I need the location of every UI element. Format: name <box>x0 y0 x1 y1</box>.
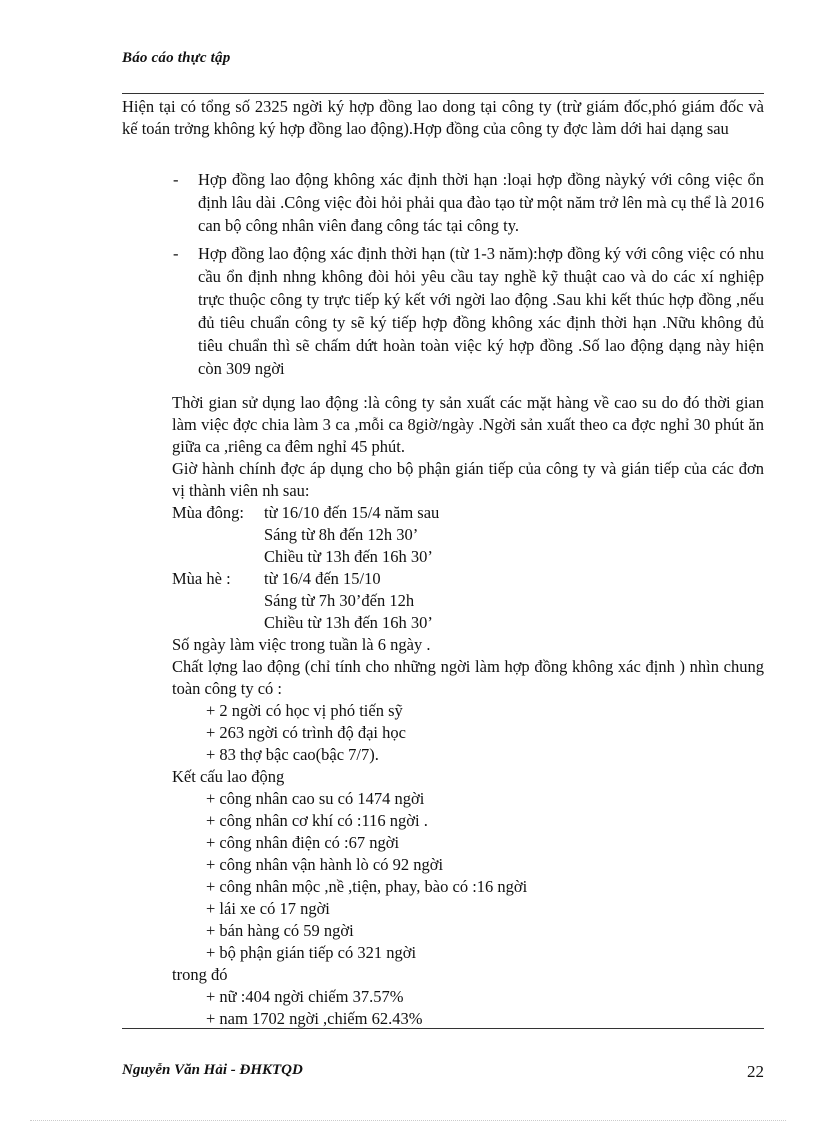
footer-author: Nguyễn Văn Hải - ĐHKTQD <box>122 1062 303 1078</box>
intro-paragraph: Hiện tại có tổng số 2325 ngời ký hợp đồng lao dong tại công ty (trừ giám đốc,phó giám đốc và kế toán trởng không ký hợp đồng lao động).Hợp đồng của công ty đợc làm dới hai dạng sau <box>122 97 764 138</box>
winter-afternoon: Chiều từ 13h đến 16h 30’ <box>264 547 433 566</box>
work-time-paragraph: Thời gian sử dụng lao động :là công ty sản xuất các mặt hàng về cao su do đó thời gian làm việc đợc chia làm 3 ca ,mỗi ca 8giờ/ngày .Ngời sản xuất theo ca đợc nghỉ 30 phút ăn giữa ca ,riêng ca đêm nghỉ 45 phút. <box>172 393 764 456</box>
structure-title: Kết cấu lao động <box>172 767 285 786</box>
summer-schedule <box>172 568 764 590</box>
summer-afternoon: Chiều từ 13h đến 16h 30’ <box>264 613 433 632</box>
list-item: + nữ :404 ngời chiếm 37.57% <box>206 987 404 1006</box>
list-item: + lái xe có 17 ngời <box>206 899 330 918</box>
list-item: + nam 1702 ngời ,chiếm 62.43% <box>206 1009 423 1028</box>
quality-intro: Chất lợng lao động (chỉ tính cho những ngời làm hợp đồng không xác định ) nhìn chung toàn công ty có : <box>172 657 764 698</box>
admin-hours-paragraph: Giờ hành chính đợc áp dụng cho bộ phận gián tiếp của công ty và gián tiếp của các đơn vị thành viên nh sau: <box>172 459 764 500</box>
header-title: Báo cáo thực tập <box>122 50 231 66</box>
winter-range: từ 16/10 đến 15/4 năm sau <box>264 503 440 522</box>
list-item: + 263 ngời có trình độ đại học <box>206 723 406 742</box>
bullet-dash: - <box>173 170 179 189</box>
among-title: trong đó <box>172 965 228 984</box>
work-days-line: Số ngày làm việc trong tuần là 6 ngày . <box>172 635 431 654</box>
list-item-text: Hợp đồng lao động không xác định thời hạn :loại hợp đồng nàyký với công việc ổn định lâu dài .Công việc đòi hỏi phải qua đào tạo từ một năm trở lên mà cụ thể là 2016 can bộ công nhân viên đang công tác tại công ty. <box>198 170 764 235</box>
list-item: + bộ phận gián tiếp có 321 ngời <box>206 943 417 962</box>
list-item: + 83 thợ bậc cao(bậc 7/7). <box>206 745 379 764</box>
bullet-dash: - <box>173 244 179 263</box>
contract-type-list <box>122 168 764 385</box>
page-number: 22 <box>747 1062 764 1081</box>
main-content <box>172 392 764 1030</box>
summer-morning: Sáng từ 7h 30’đến 12h <box>264 591 415 610</box>
summer-range: từ 16/4 đến 15/10 <box>264 569 381 588</box>
list-item: + công nhân vận hành lò có 92 ngời <box>206 855 444 874</box>
footer-divider <box>122 1028 764 1029</box>
header-divider <box>122 93 764 94</box>
list-item: + 2 ngời có học vị phó tiến sỹ <box>206 701 403 720</box>
list-item: + công nhân điện có :67 ngời <box>206 833 400 852</box>
winter-label: Mùa đông: <box>172 503 244 522</box>
list-item <box>122 242 764 380</box>
list-item: + công nhân cơ khí có :116 ngời . <box>206 811 428 830</box>
list-item: + công nhân cao su có 1474 ngời <box>206 789 425 808</box>
list-item <box>122 168 764 237</box>
list-item: + công nhân mộc ,nề ,tiện, phay, bào có :16 ngời <box>206 877 528 896</box>
page-break-line <box>30 1120 786 1121</box>
winter-morning: Sáng từ 8h đến 12h 30’ <box>264 525 419 544</box>
summer-label: Mùa hè : <box>172 569 231 588</box>
list-item-text: Hợp đồng lao động xác định thời hạn (từ 1-3 năm):hợp đồng ký với công việc có nhu cầu ổn định nhng không đòi hỏi yêu cầu tay nghề kỹ thuật cao và do các xí nghiệp trực thuộc công ty trực tiếp ký kết với ngời lao động .Sau khi kết thúc hợp đồng ,nếu đủ tiêu chuẩn công ty sẽ ký tiếp hợp đồng không xác định thời hạn .Nữu không đủ tiêu chuẩn thì sẽ chấm dứt hoàn toàn việc ký hợp đồng .Số lao động dạng này hiện còn 309 ngời <box>198 244 764 378</box>
winter-schedule <box>172 502 764 524</box>
list-item: + bán hàng có 59 ngời <box>206 921 354 940</box>
